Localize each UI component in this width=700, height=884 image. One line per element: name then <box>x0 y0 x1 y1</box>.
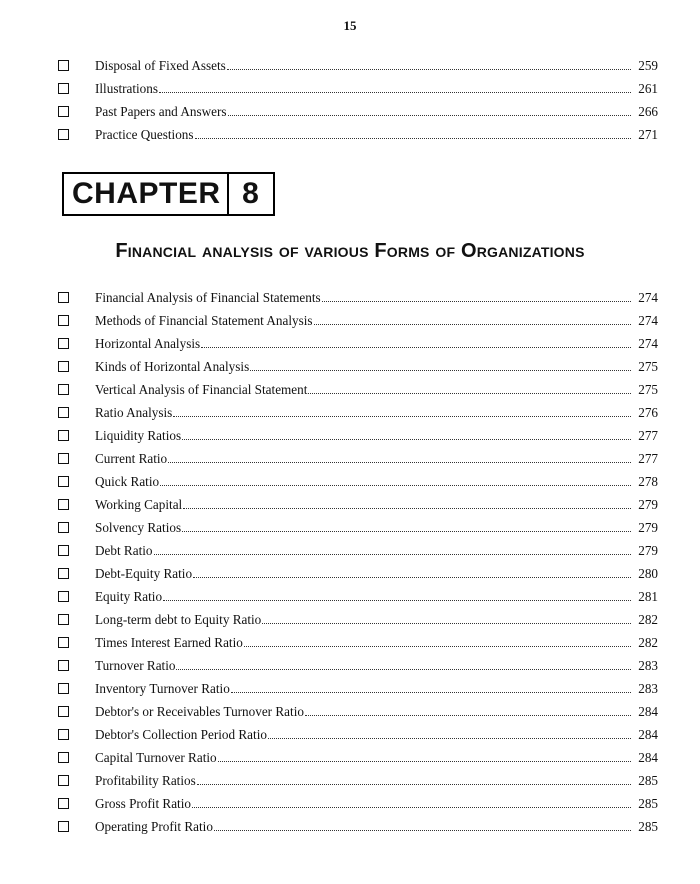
toc-entry <box>58 421 658 444</box>
toc-entry-page: 275 <box>638 382 658 397</box>
checkbox-bullet-icon <box>58 522 69 533</box>
checkbox-bullet-icon <box>58 683 69 694</box>
dot-leader <box>314 324 631 325</box>
toc-entry-page: 284 <box>638 750 658 765</box>
toc-entry-title: Debtor's or Receivables Turnover Ratio <box>95 704 304 719</box>
toc-entry-page: 285 <box>638 796 658 811</box>
dot-leader <box>262 623 631 624</box>
checkbox-bullet-icon <box>58 545 69 556</box>
toc-entry-page: 277 <box>638 428 658 443</box>
dot-leader <box>168 462 631 463</box>
toc-entry-title: Practice Questions <box>95 127 194 142</box>
checkbox-bullet-icon <box>58 384 69 395</box>
toc-entry-title: Current Ratio <box>95 451 168 466</box>
toc-entry-title: Methods of Financial Statement Analysis <box>95 313 313 328</box>
toc-entry-page: 274 <box>638 290 658 305</box>
chapter-heading <box>62 172 275 216</box>
toc-entry-page: 283 <box>638 658 658 673</box>
toc-entry-title: Kinds of Horizontal Analysis <box>95 359 250 374</box>
checkbox-bullet-icon <box>58 821 69 832</box>
checkbox-bullet-icon <box>58 775 69 786</box>
toc-entry <box>58 467 658 490</box>
checkbox-bullet-icon <box>58 361 69 372</box>
toc-entry <box>58 536 658 559</box>
checkbox-bullet-icon <box>58 83 69 94</box>
toc-entry-title: Times Interest Earned Ratio <box>95 635 243 650</box>
toc-entry-page: 276 <box>638 405 658 420</box>
toc-entry-page: 280 <box>638 566 658 581</box>
dot-leader <box>322 301 631 302</box>
toc-entry-title: Past Papers and Answers <box>95 104 227 119</box>
checkbox-bullet-icon <box>58 798 69 809</box>
toc-entry-page: 285 <box>638 773 658 788</box>
toc-entry-page: 282 <box>638 612 658 627</box>
dot-leader <box>231 692 631 693</box>
toc-entry <box>58 283 658 306</box>
toc-entry <box>58 51 658 74</box>
toc-entry-title: Vertical Analysis of Financial Statement <box>95 382 308 397</box>
chapter-number: 8 <box>227 174 273 214</box>
toc-entry-page: 279 <box>638 497 658 512</box>
checkbox-bullet-icon <box>58 591 69 602</box>
toc-entry-title: Operating Profit Ratio <box>95 819 213 834</box>
toc-entry-title: Liquidity Ratios <box>95 428 182 443</box>
checkbox-bullet-icon <box>58 476 69 487</box>
toc-entry <box>58 559 658 582</box>
toc-entry-title: Long-term debt to Equity Ratio <box>95 612 262 627</box>
toc-entry-title: Profitability Ratios <box>95 773 196 788</box>
section-title: Financial analysis of various Forms of Organizations <box>115 240 585 262</box>
toc-entry-page: 279 <box>638 543 658 558</box>
toc-entry <box>58 352 658 375</box>
toc-entry <box>58 513 658 536</box>
toc-entry <box>58 789 658 812</box>
dot-leader <box>154 554 631 555</box>
checkbox-bullet-icon <box>58 568 69 579</box>
toc-entry <box>58 97 658 120</box>
toc-entry-page: 282 <box>638 635 658 650</box>
toc-entry <box>58 329 658 352</box>
toc-entry <box>58 375 658 398</box>
toc-entry-page: 284 <box>638 727 658 742</box>
toc-entry-title: Debtor's Collection Period Ratio <box>95 727 267 742</box>
toc-entry <box>58 398 658 421</box>
toc-entry-title: Equity Ratio <box>95 589 163 604</box>
toc-entry <box>58 490 658 513</box>
dot-leader <box>268 738 631 739</box>
toc-entry-title: Gross Profit Ratio <box>95 796 191 811</box>
toc-entry-page: 275 <box>638 359 658 374</box>
toc-entry <box>58 766 658 789</box>
dot-leader <box>197 784 631 785</box>
toc-entry-title: Illustrations <box>95 81 159 96</box>
dot-leader <box>159 92 631 93</box>
toc-entry-title: Financial Analysis of Financial Statements <box>95 290 321 305</box>
dot-leader <box>163 600 631 601</box>
dot-leader <box>218 761 631 762</box>
toc-entry-title: Debt Ratio <box>95 543 153 558</box>
toc-entry-page: 266 <box>638 104 658 119</box>
toc-entry-title: Quick Ratio <box>95 474 160 489</box>
toc-entry-title: Turnover Ratio <box>95 658 176 673</box>
checkbox-bullet-icon <box>58 453 69 464</box>
toc-entry <box>58 720 658 743</box>
dot-leader <box>227 69 631 70</box>
toc-entry <box>58 74 658 97</box>
toc-entry-title: Capital Turnover Ratio <box>95 750 217 765</box>
dot-leader <box>308 393 631 394</box>
dot-leader <box>183 508 631 509</box>
toc-entry-title: Ratio Analysis <box>95 405 173 420</box>
toc-entry <box>58 674 658 697</box>
toc-entry <box>58 651 658 674</box>
checkbox-bullet-icon <box>58 660 69 671</box>
toc-entry-title: Solvency Ratios <box>95 520 182 535</box>
toc-entry <box>58 812 658 835</box>
toc-entry-title: Inventory Turnover Ratio <box>95 681 230 696</box>
chapter-label: CHAPTER <box>72 177 221 210</box>
toc-list-chapter-8 <box>58 283 658 835</box>
dot-leader <box>305 715 631 716</box>
checkbox-bullet-icon <box>58 106 69 117</box>
checkbox-bullet-icon <box>58 729 69 740</box>
checkbox-bullet-icon <box>58 407 69 418</box>
toc-entry-page: 274 <box>638 313 658 328</box>
toc-list-previous-chapter <box>58 51 658 143</box>
checkbox-bullet-icon <box>58 499 69 510</box>
toc-entry-title: Disposal of Fixed Assets <box>95 58 226 73</box>
toc-entry-page: 283 <box>638 681 658 696</box>
checkbox-bullet-icon <box>58 292 69 303</box>
toc-entry <box>58 444 658 467</box>
dot-leader <box>173 416 631 417</box>
dot-leader <box>182 439 631 440</box>
toc-entry-page: 279 <box>638 520 658 535</box>
toc-entry-page: 281 <box>638 589 658 604</box>
toc-entry-title: Debt-Equity Ratio <box>95 566 193 581</box>
toc-entry-page: 259 <box>638 58 658 73</box>
toc-entry-page: 284 <box>638 704 658 719</box>
dot-leader <box>214 830 631 831</box>
toc-entry-page: 278 <box>638 474 658 489</box>
toc-entry-title: Horizontal Analysis <box>95 336 201 351</box>
checkbox-bullet-icon <box>58 315 69 326</box>
dot-leader <box>244 646 631 647</box>
dot-leader <box>192 807 631 808</box>
dot-leader <box>228 115 632 116</box>
checkbox-bullet-icon <box>58 752 69 763</box>
dot-leader <box>182 531 631 532</box>
toc-entry-title: Working Capital <box>95 497 183 512</box>
toc-entry-page: 271 <box>638 127 658 142</box>
checkbox-bullet-icon <box>58 129 69 140</box>
toc-entry <box>58 605 658 628</box>
toc-entry <box>58 697 658 720</box>
dot-leader <box>160 485 631 486</box>
page-number: 15 <box>343 18 357 33</box>
dot-leader <box>195 138 631 139</box>
checkbox-bullet-icon <box>58 614 69 625</box>
dot-leader <box>201 347 631 348</box>
toc-entry-page: 277 <box>638 451 658 466</box>
checkbox-bullet-icon <box>58 637 69 648</box>
toc-entry-page: 261 <box>638 81 658 96</box>
toc-entry-page: 285 <box>638 819 658 834</box>
dot-leader <box>193 577 631 578</box>
toc-entry <box>58 628 658 651</box>
dot-leader <box>176 669 631 670</box>
checkbox-bullet-icon <box>58 706 69 717</box>
toc-entry <box>58 743 658 766</box>
toc-entry <box>58 120 658 143</box>
toc-entry <box>58 582 658 605</box>
checkbox-bullet-icon <box>58 60 69 71</box>
dot-leader <box>250 370 631 371</box>
checkbox-bullet-icon <box>58 430 69 441</box>
checkbox-bullet-icon <box>58 338 69 349</box>
toc-entry <box>58 306 658 329</box>
toc-entry-page: 274 <box>638 336 658 351</box>
